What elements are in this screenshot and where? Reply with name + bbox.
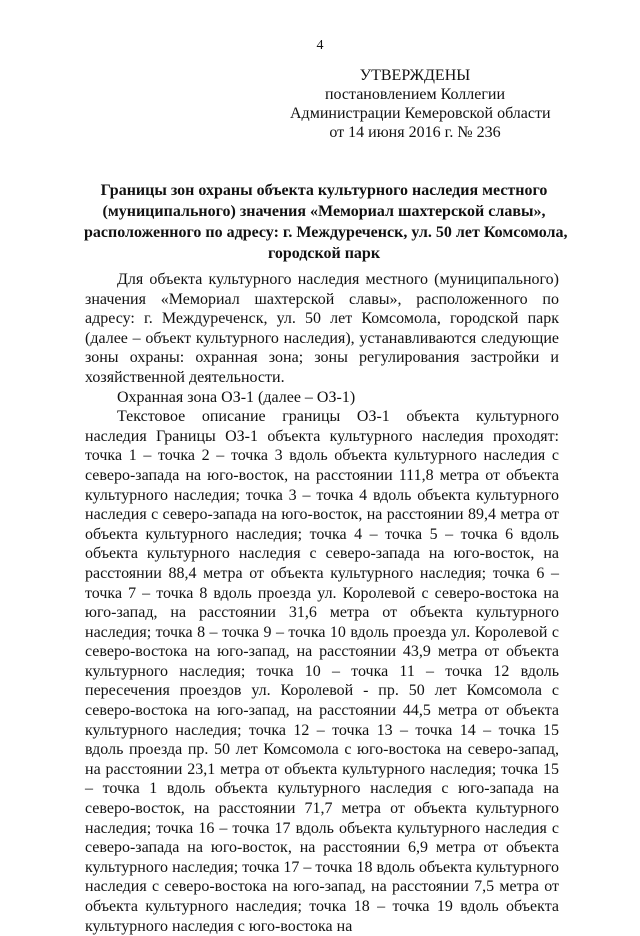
title-line: расположенного по адресу: г. Междуреченск, ул. 50 лет Комсомола, [84,224,568,241]
approval-date: от 14 июня 2016 г. № 236 [329,124,501,141]
zone-heading: Охранная зона ОЗ-1 (далее – ОЗ-1) [117,388,356,406]
approval-line: Администрации Кемеровской области [290,105,551,122]
page-number: 4 [316,38,324,53]
intro-paragraph: Для объекта культурного наследия местного (муниципального) значения «Мемориал шахтерской славы», расположенного по адресу: г. Междуреченск, ул. 50 лет Комсомола, городской парк (далее – объект культурного наследия), устанавливаются следующие зоны охраны: охранная зона; зоны регулирования застройки и хозяйственной деятельности. [85,271,559,386]
title-line: Границы зон охраны объекта культурного наследия местного [100,182,548,199]
approval-line: постановлением Коллегии [324,86,506,103]
document-title [84,180,568,264]
approval-block [290,66,551,142]
document-body [85,270,559,936]
title-line: городской парк [267,245,381,262]
title-line: (муниципального) значения «Мемориал шахтерской славы», [102,203,546,220]
approval-heading: УТВЕРЖДЕНЫ [359,67,471,84]
boundary-description-paragraph: Текстовое описание границы ОЗ-1 объекта культурного наследия Границы ОЗ-1 объекта культурного наследия проходят: точка 1 – точка 2 – точка 3 вдоль объекта культурного наследия с северо-запада на юго-восток, на расстоянии 111,8 метра от объекта культурного наследия; точка 3 – точка 4 вдоль объекта культурного наследия с северо-запада на юго-восток, на расстоянии 89,4 метра от объекта культурного наследия; точка 4 – точка 5 – точка 6 вдоль объекта культурного наследия с северо-запада на юго-восток, на расстоянии 88,4 метра от объекта культурного наследия; точка 6 – точка 7 – точка 8 вдоль проезда ул. Королевой с северо-востока на юго-запад, на расстоянии 31,6 метра от объекта культурного наследия; точка 8 – точка 9 – точка 10 вдоль проезда ул. Королевой с северо-востока на юго-запад, на расстоянии 43,9 метра от объекта культурного наследия; точка 10 – точка 11 – точка 12 вдоль пересечения проездов ул. Королевой - пр. 50 лет Комсомола с северо-востока на юго-запад, на расстоянии 44,5 метра от объекта культурного наследия; точка 12 – точка 13 – точка 14 – точка 15 вдоль проезда пр. 50 лет Комсомола с юго-востока на северо-запад, на расстоянии 23,1 метра от объекта культурного наследия; точка 15 – точка 1 вдоль объекта культурного наследия с юго-запада на северо-восток, на расстоянии 71,7 метра от объекта культурного наследия; точка 16 – точка 17 вдоль объекта культурного наследия с северо-запада на юго-восток, на расстоянии 6,9 метра от объекта культурного наследия; точка 17 – точка 18 вдоль объекта культурного наследия с северо-востока на юго-запад, на расстоянии 7,5 метра от объекта культурного наследия; точка 18 – точка 19 вдоль объекта культурного наследия с юго-востока на [85,408,559,935]
